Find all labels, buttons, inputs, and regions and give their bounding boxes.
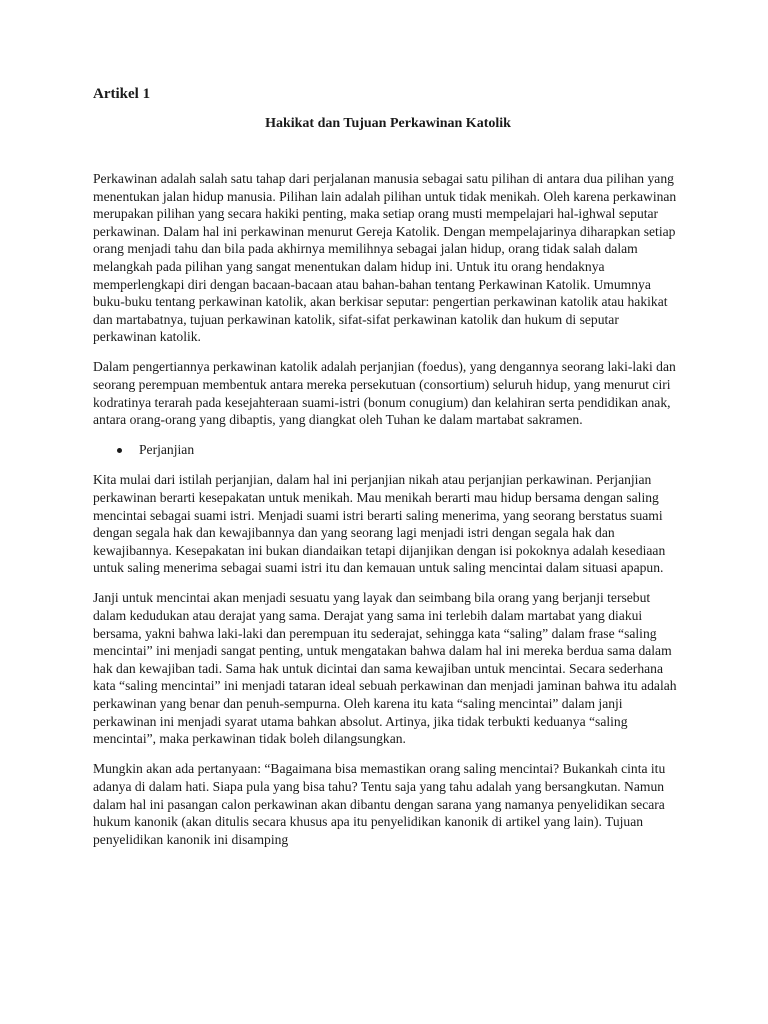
- document-title: Hakikat dan Tujuan Perkawinan Katolik: [265, 116, 511, 131]
- paragraph: Kita mulai dari istilah perjanjian, dalam hal ini perjanjian nikah atau perjanjian perkawinan. Perjanjian perkawinan berarti kesepakatan untuk menikah. Mau menikah berarti mau hidup bersama dengan saling mencintai sebagai suami istri. Menjadi suami istri berarti saling menerima, yang seorang berstatus suami dengan segala hak dan kewajibannya dan yang seorang lagi menjadi istri dengan segala hak dan kewajibannya. Kesepakatan ini bukan diandaikan tetapi dijanjikan dengan isi pokoknya adalah kesediaan untuk saling menerima sebagai suami istri itu dan kemauan untuk saling mencintai dalam situasi apapun.: [93, 472, 666, 576]
- list-item: [93, 441, 683, 459]
- paragraph: Mungkin akan ada pertanyaan: “Bagaimana bisa memastikan orang saling mencintai? Bukankah cinta itu adanya di dalam hati. Siapa pula yang bisa tahu? Tentu saja yang tahu adalah yang bersangkutan. Namun dalam hal ini pasangan calon perkawinan akan dibantu dengan sarana yang namanya penyelidikan secara hukum kanonik (akan ditulis secara khusus apa itu penyelidikan kanonik di artikel yang lain). Tujuan penyelidikan kanonik ini disamping: [93, 761, 666, 847]
- paragraph: Dalam pengertiannya perkawinan katolik adalah perjanjian (foedus), yang dengannya seorang laki-laki dan seorang perempuan membentuk antara mereka persekutuan (consortium) seluruh hidup, yang menurut ciri kodratinya terarah pada kesejahteraan suami-istri (bonum conugium) dan kelahiran serta pendidikan anak, antara orang-orang yang dibaptis, yang diangkat oleh Tuhan ke dalam martabat sakramen.: [93, 359, 676, 428]
- document-body: [93, 170, 683, 861]
- list-item-label: Perjanjian: [139, 442, 195, 458]
- paragraph: Janji untuk mencintai akan menjadi sesuatu yang layak dan seimbang bila orang yang berjanji tersebut dalam kedudukan atau derajat yang sama. Derajat yang sama ini terlebih dalam martabat yang diakui bersama, yakni bahwa laki-laki dan perempuan itu sederajat, sehingga kata “saling” dalam frase “saling mencintai” ini menjadi sangat penting, untuk mengatakan bahwa dalam hal ini mereka berdua sama dalam hak dan kewajiban tadi. Sama hak untuk dicintai dan sama kewajiban untuk mencintai. Secara sederhana kata “saling mencintai” ini menjadi tataran ideal sebuah perkawinan dan menjadi jaminan bahwa itu adalah perkawinan yang benar dan penuh-sempurna. Oleh karena itu kata “saling mencintai” dalam janji perkawinan ini menjadi syarat utama bahkan absolut. Artinya, jika tidak terbukti keduanya “saling mencintai”, maka perkawinan tidak boleh dilangsungkan.: [93, 590, 677, 747]
- article-label: Artikel 1: [93, 86, 151, 102]
- bullet-icon: [117, 448, 122, 453]
- bullet-list: [93, 441, 683, 459]
- paragraph: Perkawinan adalah salah satu tahap dari perjalanan manusia sebagai satu pilihan di antara dua pilihan yang menentukan jalan hidup manusia. Pilihan lain adalah pilihan untuk tidak menikah. Oleh karena perkawinan merupakan pilihan yang secara hakiki penting, maka setiap orang musti mempelajari hal-ighwal seputar perkawinan. Dalam hal ini perkawinan menurut Gereja Katolik. Dengan mempelajarinya diharapkan setiap orang menjadi tahu dan bila pada akhirnya memilihnya sebagai jalan hidup, orang tidak salah dalam melangkah pada pilihan yang sangat menentukan dalam hidup ini. Untuk itu orang hendaknya memperlengkapi diri dengan bacaan-bacaan atau bahan-bahan tentang Perkawinan Katolik. Umumnya buku-buku tentang perkawinan katolik, akan berkisar seputar: pengertian perkawinan katolik atau hakikat dan martabatnya, tujuan perkawinan katolik, sifat-sifat perkawinan katolik dan hukum di seputar perkawinan katolik.: [93, 171, 677, 345]
